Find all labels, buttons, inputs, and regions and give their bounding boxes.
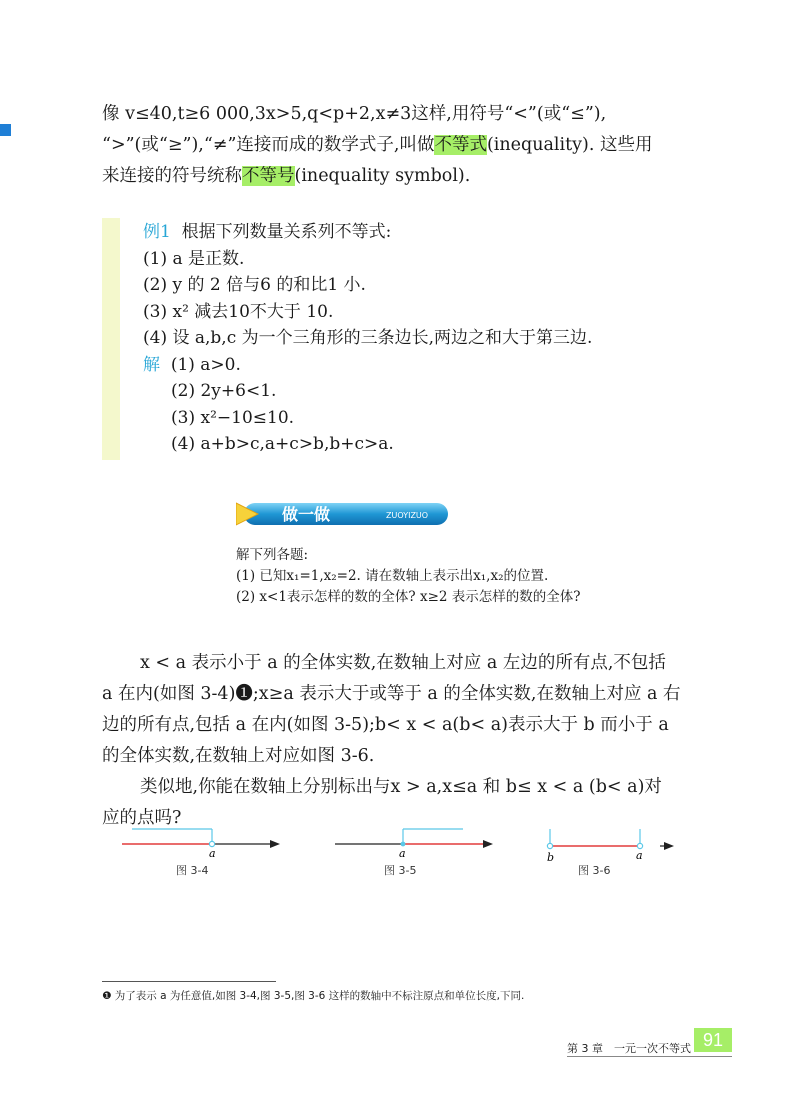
intro-line-2-text: “>”(或“≥”),“≠”连接而成的数学式子,叫做	[102, 135, 435, 155]
body-line: x < a 表示小于 a 的全体实数,在数轴上对应 a 左边的所有点,不包括	[140, 653, 666, 673]
open-point	[547, 843, 552, 848]
chapter-title: 第 3 章 一元一次不等式	[567, 1042, 691, 1055]
activity-item: (1) 已知x₁=1,x₂=2. 请在数轴上表示出x₁,x₂的位置.	[236, 568, 549, 584]
example-item: (3) x² 减去10不大于 10.	[143, 301, 334, 322]
footer-rule	[567, 1056, 732, 1057]
activity-item: (2) x<1表示怎样的数的全体? x≥2 表示怎样的数的全体?	[236, 589, 581, 605]
example-sidebar	[102, 218, 120, 460]
intro-line-2-tail: (inequality). 这些用	[486, 135, 653, 155]
banner-title: 做一做	[282, 505, 331, 524]
solution-label: 解	[143, 354, 160, 375]
footnote-rule	[102, 981, 276, 982]
figure-caption: 图 3-6	[578, 864, 611, 877]
open-point	[637, 843, 642, 848]
figure-3-5	[333, 826, 503, 876]
intro-line-1: 像 v≤40,t≥6 000,3x>5,q<p+2,x≠3这样,用符号“<”(或“≤”),	[102, 104, 607, 124]
example-header	[143, 219, 592, 246]
intro-paragraph	[102, 99, 652, 192]
open-point	[209, 841, 214, 846]
figure-caption: 图 3-5	[384, 864, 417, 877]
example-prompt: 根据下列数量关系列不等式:	[181, 222, 392, 242]
point-label: b	[547, 851, 555, 864]
body-line: 应的点吗?	[102, 808, 182, 828]
solution-item: (1) a>0.	[170, 354, 241, 375]
figure-caption: 图 3-4	[176, 864, 209, 877]
arrow-icon	[270, 840, 280, 848]
body-line: 边的所有点,包括 a 在内(如图 3-5);b< x < a(b< a)表示大于 b 而小于 a	[102, 715, 669, 735]
example-item: (2) y 的 2 倍与6 的和比1 小.	[143, 275, 366, 295]
banner-pinyin: ZUOYIZUO	[386, 511, 429, 520]
arrow-icon	[664, 842, 674, 850]
body-line: a 在内(如图 3-4)❶;x≥a 表示大于或等于 a 的全体实数,在数轴上对应 a 右	[102, 684, 681, 704]
point-label: a	[209, 847, 216, 860]
intro-line-2	[102, 130, 652, 161]
intro-line-3-text: 来连接的符号统称	[102, 166, 242, 186]
intro-line-3-tail: (inequality symbol).	[294, 166, 471, 186]
term-inequality: 不等式	[434, 135, 487, 155]
solution-item: (2) 2y+6<1.	[171, 381, 277, 401]
point-label: a	[399, 847, 406, 860]
page-number: 91	[694, 1028, 732, 1052]
point-label: a	[636, 849, 643, 862]
closed-point	[401, 842, 406, 847]
activity-banner	[236, 499, 450, 529]
solution-first	[143, 352, 592, 379]
margin-marker	[0, 124, 11, 136]
footnote: ❶ 为了表示 a 为任意值,如图 3-4,图 3-5,图 3-6 这样的数轴中不标注原点和单位长度,下同.	[102, 990, 525, 1002]
example-item: (1) a 是正数.	[143, 248, 245, 269]
body-line: 类似地,你能在数轴上分别标出与x > a,x≤a 和 b≤ x < a (b< a)对	[140, 777, 662, 797]
arrow-icon	[483, 840, 493, 848]
body-line: 的全体实数,在数轴上对应如图 3-6.	[102, 746, 375, 766]
example-label: 例1	[143, 222, 171, 242]
solution-item: (3) x²−10≤10.	[171, 407, 295, 428]
example-1	[143, 219, 592, 458]
activity-prompt: 解下列各题:	[236, 547, 309, 563]
example-item: (4) 设 a,b,c 为一个三角形的三条边长,两边之和大于第三边.	[143, 328, 593, 348]
solution-item: (4) a+b>c,a+c>b,b+c>a.	[171, 434, 394, 454]
body-paragraph	[102, 648, 681, 834]
intro-line-3	[102, 161, 652, 192]
activity-tasks	[236, 545, 581, 608]
term-inequality-symbol: 不等号	[242, 166, 295, 186]
